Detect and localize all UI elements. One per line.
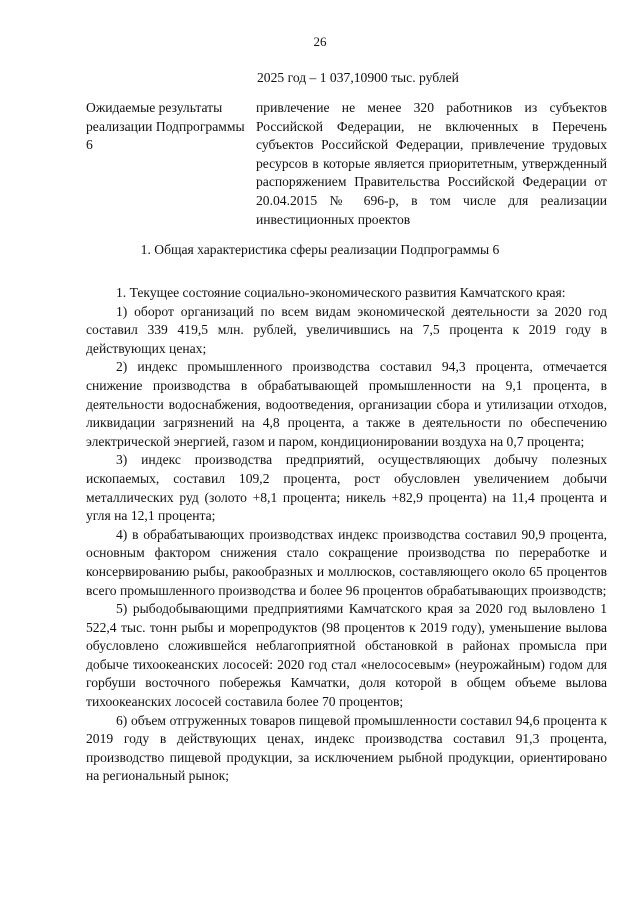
paragraph-item-2: 2) индекс промышленного производства составил 94,3 процента, отмечается снижение производства в обрабатывающей промышленности на 9,1 процента, в деятельности водоснабжения, водоотведения, организации сбора и утилизации отходов, ликвидации загрязнений на 4,8 процента, а также в деятельности по обеспечению электрической энергией, газом и паром, кондиционировании воздуха на 0,7 процента; [86, 359, 607, 449]
page-number: 26 [313, 34, 327, 49]
expected-results-label: Ожидаемые результаты реализации Подпрограммы 6 [86, 100, 245, 153]
paragraph-item-1: 1) оборот организаций по всем видам экономической деятельности за 2020 год составил 339 419,5 млн. рублей, увеличившись на 7,5 процента к 2019 году в действующих ценах; [86, 303, 607, 356]
paragraph-item-3: 3) индекс производства предприятий, осуществляющих добычу полезных ископаемых, составил 109,2 процента, рост обусловлен увеличением добычи металлических руд (золото +8,1 процента; никель +82,9 процента) на 11,4 процента и угля на 12,1 процента; [86, 452, 607, 524]
paragraph-item-6: 6) объем отгруженных товаров пищевой промышленности составил 94,6 процента к 2019 году в действующих ценах, индекс производства составил 91,3 процента, производство пищевой продукции, за исключением рыбной продукции, ориентировано на региональный рынок; [86, 712, 607, 784]
body-text [86, 284, 607, 786]
paragraph-item-4: 4) в обрабатывающих производствах индекс производства составил 90,9 процента, основным фактором снижения стало сокращение производства по переработке и консервированию рыбы, ракообразных и моллюсков, составляющего около 65 процентов всего промышленного производства и более 96 процентов обрабатывающих производств; [86, 526, 607, 598]
section-heading: 1. Общая характеристика сферы реализации Подпрограммы 6 [140, 242, 500, 257]
expected-results-text: привлечение не менее 320 работников из субъектов Российской Федерации, не включенных в Перечень субъектов Российской Федерации, привлечение трудовых ресурсов в которые является приоритетным, утвержденный распоряжением Правительства Российской Федерации от 20.04.2015 № 696-р, в том числе для реализации инвестиционных проектов [256, 100, 607, 227]
paragraph-intro: 1. Текущее состояние социально-экономического развития Камчатского края: [116, 285, 566, 300]
funding-line: 2025 год – 1 037,10900 тыс. рублей [257, 70, 459, 85]
paragraph-item-5: 5) рыбодобывающими предприятиями Камчатского края за 2020 год выловлено 1 522,4 тыс. тонн рыбы и морепродуктов (98 процентов к 2019 году), уменьшение вылова обусловлено сложившейся неблагоприятной обстановкой в районах промысла при добыче тихоокеанских лососей: 2020 год стал «нелососевым» (неурожайным) годом для горбуши восточного побережья Камчатки, доля которой в общем объеме вылова тихоокеанских лососей составила более 70 процентов; [86, 601, 607, 710]
